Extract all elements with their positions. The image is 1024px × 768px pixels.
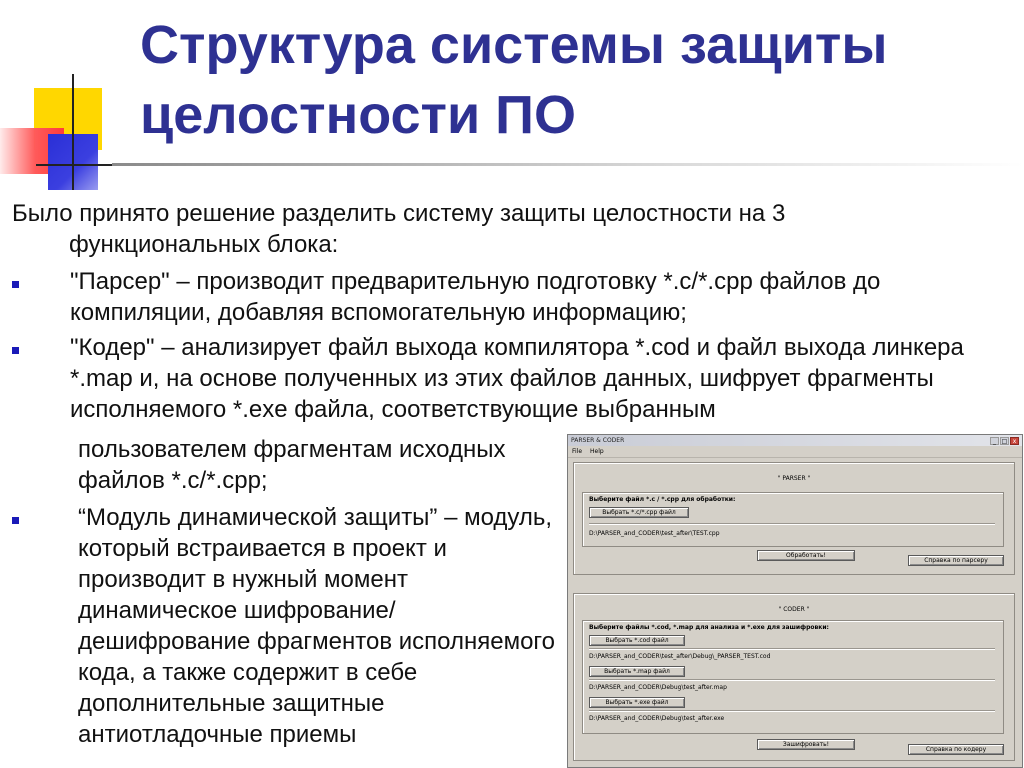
intro-text xyxy=(12,198,1012,260)
separator xyxy=(589,710,995,711)
encrypt-button[interactable]: Зашифровать! xyxy=(757,739,855,750)
select-map-button[interactable]: Выбрать *.map файл xyxy=(589,666,685,677)
list-item-coder-continued: пользователем фрагментам исходных файлов *.c/*.cpp; xyxy=(78,436,506,494)
exe-path: D:\PARSER_and_CODER\Debug\test_after.exe xyxy=(589,715,725,722)
separator xyxy=(589,679,995,680)
logo-vertical-line xyxy=(72,74,74,190)
close-button[interactable]: x xyxy=(1010,437,1019,445)
select-source-button[interactable]: Выбрать *.c/*.cpp файл xyxy=(589,507,689,518)
parser-group-label: Выберите файл *.c / *.cpp для обработки: xyxy=(589,496,736,503)
intro-line-2: функциональных блока: xyxy=(69,231,339,258)
minimize-button[interactable]: _ xyxy=(990,437,999,445)
intro-line-1: Было принято решение разделить систему защиты целостности на 3 xyxy=(12,200,786,227)
slide-title-text: Структура системы защиты целостности ПО xyxy=(140,15,888,145)
select-cod-button[interactable]: Выбрать *.cod файл xyxy=(589,635,685,646)
window-controls xyxy=(990,437,1019,445)
select-exe-button[interactable]: Выбрать *.exe файл xyxy=(589,697,685,708)
separator xyxy=(589,648,995,649)
window-titlebar xyxy=(568,435,1022,446)
parser-help-button[interactable]: Справка по парсеру xyxy=(908,555,1004,566)
bullet-marker xyxy=(12,517,19,524)
coder-file-group xyxy=(582,620,1004,734)
list-item-coder: "Кодер" – анализирует файл выхода компилятора *.cod и файл выхода линкера *.map и, на основе полученных из этих файлов данных, шифрует фрагменты исполняемого *.exe файла, соответствующие выбранным xyxy=(70,334,964,423)
menu-file[interactable]: File xyxy=(572,448,583,455)
parser-file-group xyxy=(582,492,1004,547)
title-divider xyxy=(112,163,1024,166)
bullet-marker xyxy=(12,347,19,354)
process-button[interactable]: Обработать! xyxy=(757,550,855,561)
menu-help[interactable]: Help xyxy=(590,448,604,455)
menu-bar xyxy=(568,446,1022,458)
coder-group-label: Выберите файлы *.cod, *.map для анализа и *.exe для зашифровки: xyxy=(589,624,829,631)
map-path: D:\PARSER_and_CODER\Debug\test_after.map xyxy=(589,684,727,691)
coder-panel xyxy=(573,593,1015,761)
separator xyxy=(589,523,995,524)
cod-path: D:\PARSER_and_CODER\test_after\Debug\_PARSER_TEST.cod xyxy=(589,653,771,660)
slide-title xyxy=(140,10,970,150)
coder-help-button[interactable]: Справка по кодеру xyxy=(908,744,1004,755)
list-item-dynamic-module: “Модуль динамической защиты” – модуль, который встраивается в проект и производит в нужный момент динамическое шифрование/ дешифрование фрагментов исполняемого кода, а также содержит в себе дополнительные защитные антиотладочные приемы xyxy=(78,504,555,748)
coder-heading: " CODER " xyxy=(778,606,810,613)
window-title: PARSER & CODER xyxy=(571,437,625,444)
list-item-parser: "Парсер" – производит предварительную подготовку *.c/*.cpp файлов до компиляции, добавляя вспомогательную информацию; xyxy=(70,268,881,326)
parser-panel xyxy=(573,462,1015,575)
parser-coder-window xyxy=(567,434,1023,768)
bullet-marker xyxy=(12,281,19,288)
source-path: D:\PARSER_and_CODER\test_after\TEST.cpp xyxy=(589,530,720,537)
parser-heading: " PARSER " xyxy=(777,475,811,482)
maximize-button[interactable]: □ xyxy=(1001,437,1008,445)
